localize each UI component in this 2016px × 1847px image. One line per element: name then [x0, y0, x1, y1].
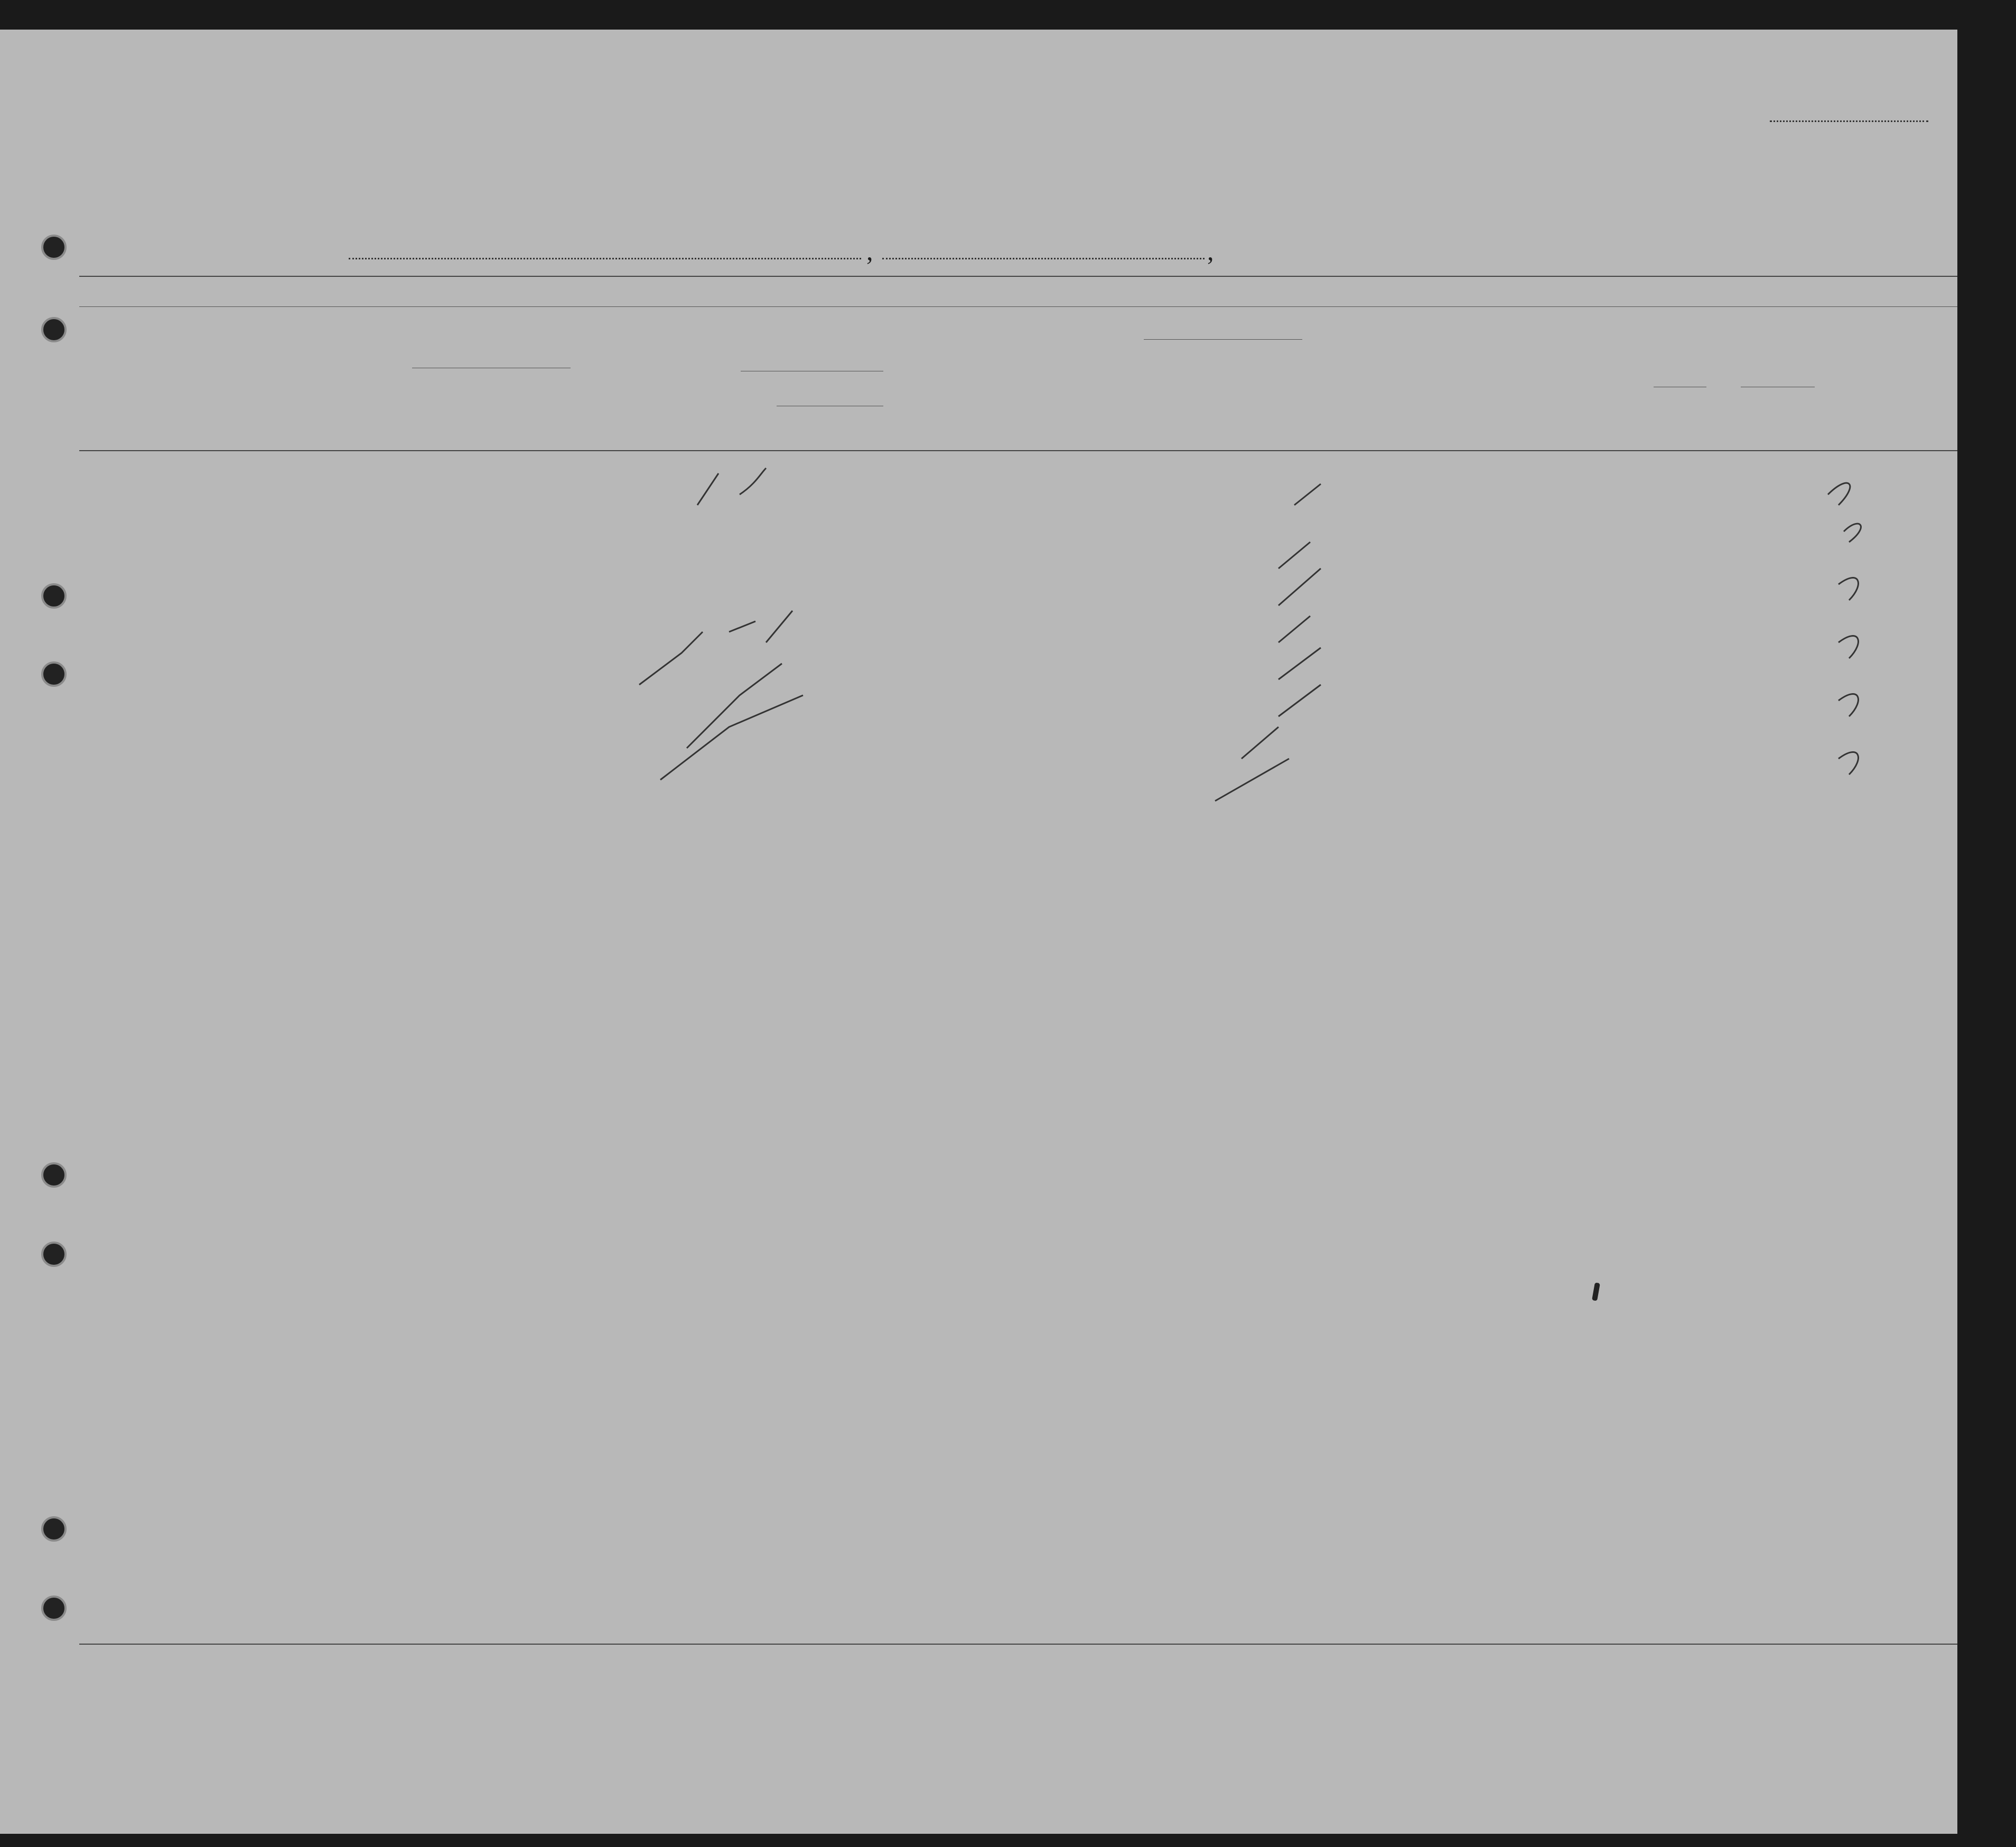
- punch-hole: [41, 317, 67, 342]
- header-col26: [1342, 325, 1356, 452]
- header-col24c: [1263, 341, 1284, 452]
- header-col24a: [1152, 341, 1183, 452]
- punch-hole: [41, 661, 67, 687]
- comma: ,: [1207, 236, 1214, 266]
- header-col28: [1395, 325, 1437, 452]
- header-col30: [1492, 325, 1514, 452]
- punch-hole: [41, 235, 67, 260]
- header-inches: [1683, 399, 1695, 447]
- header-bottom-rule: [79, 450, 1957, 451]
- manifest-sheet: [0, 30, 1957, 1834]
- colnum-rule: [79, 306, 1957, 307]
- punch-hole: [41, 583, 67, 609]
- ink-mark: [1592, 1282, 1600, 1301]
- punch-hole: [41, 1242, 67, 1267]
- header-col29: [1448, 325, 1479, 452]
- punch-hole: [41, 1516, 67, 1542]
- handwritten-strokes: [581, 463, 1955, 885]
- header-col24b: [1200, 341, 1221, 452]
- col24-subrule: [1144, 339, 1302, 340]
- header-col27: [1371, 325, 1385, 452]
- punch-hole: [41, 1162, 67, 1188]
- header-col25: [1303, 325, 1332, 452]
- table-top-rule: [79, 276, 1957, 277]
- comma: ,: [866, 236, 873, 266]
- header-feet: [1659, 399, 1672, 447]
- table-bottom-rule: [79, 1644, 1957, 1645]
- header-col19: [580, 325, 596, 452]
- header-col21: [708, 325, 724, 452]
- punch-hole: [41, 1596, 67, 1621]
